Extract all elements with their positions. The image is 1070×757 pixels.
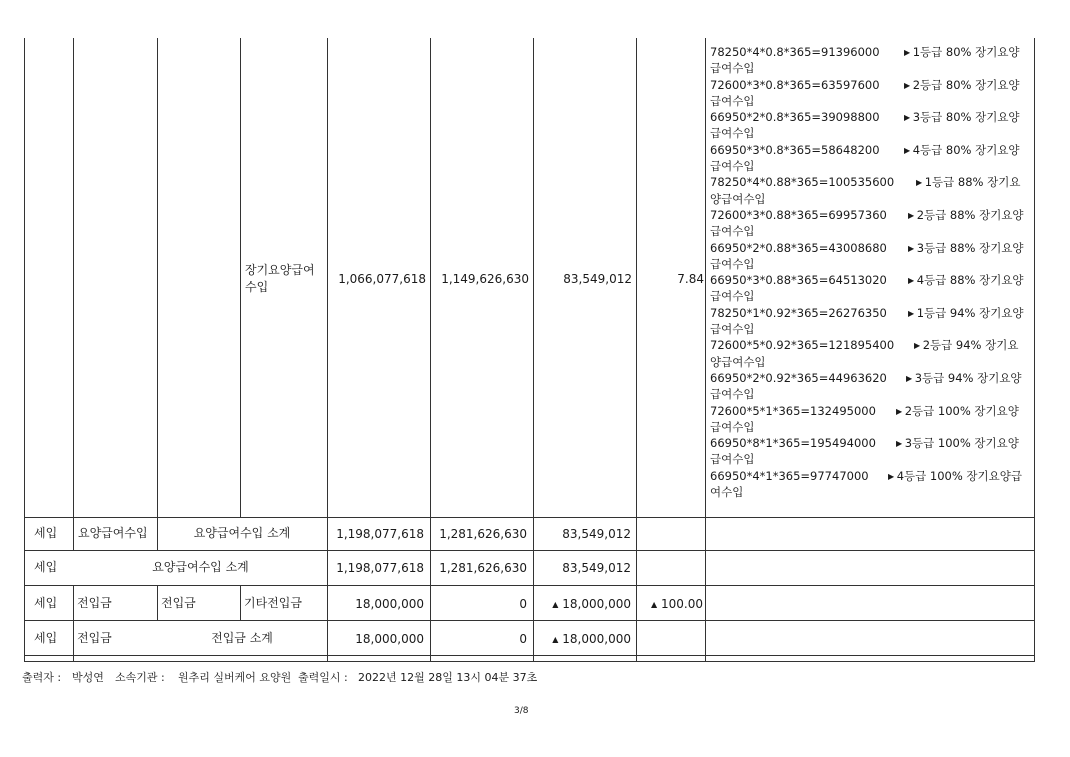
row-divider — [24, 620, 1035, 621]
amount-cell: 1,281,626,630 — [439, 561, 527, 575]
calc-description-text: 3등급 100% 장기요양 — [904, 436, 1019, 451]
triangle-right-icon: ▶ — [896, 406, 905, 416]
triangle-right-icon: ▶ — [906, 374, 915, 383]
col-divider — [24, 38, 25, 662]
triangle-right-icon: ▶ — [904, 113, 913, 123]
rate-cell — [637, 597, 703, 611]
triangle-right-icon: ▶ — [914, 341, 923, 351]
type-cell: 세입 — [34, 631, 58, 645]
calc-formula: 78250*4*0.88*365=100535600 — [710, 175, 895, 190]
category-cell: 전입금 — [77, 631, 112, 645]
calc-formula: 66950*2*0.92*365=44963620 — [710, 371, 887, 385]
col-divider — [157, 585, 158, 620]
calc-formula: 72600*5*0.92*365=121895400 — [710, 338, 895, 353]
calc-description — [904, 44, 1020, 61]
triangle-up-icon: ▲ — [552, 635, 559, 644]
calc-description-wrap: 양급여수입 — [710, 354, 766, 369]
amount-cell: 83,549,012 — [562, 561, 631, 575]
amount-cell — [534, 597, 631, 611]
calc-formula: 72600*3*0.8*365=63597600 — [710, 77, 880, 92]
calc-description-text: 3등급 88% 장기요양 — [916, 240, 1024, 255]
triangle-up-icon: ▲ — [552, 600, 559, 609]
subtotal-label: 전입금 소계 — [211, 631, 273, 645]
triangle-right-icon: ▶ — [908, 276, 917, 286]
amount-cell: 1,066,077,618 — [338, 272, 426, 286]
triangle-right-icon: ▶ — [916, 178, 925, 188]
row-divider — [24, 550, 1035, 551]
org-name: 원추리 실버케어 요양원 — [178, 671, 292, 684]
calc-description-text: 2등급 100% 장기요양 — [904, 403, 1019, 418]
triangle-up-icon: ▲ — [651, 600, 658, 609]
calc-description-text: 2등급 94% 장기요 — [922, 338, 1019, 353]
calc-description-wrap: 급여수입 — [710, 93, 755, 108]
calc-description — [908, 240, 1024, 257]
col-divider — [705, 38, 706, 662]
row-divider — [24, 585, 1035, 586]
decrease-value: 18,000,000 — [562, 632, 631, 646]
calc-formula: 66950*3*0.8*365=58648200 — [710, 142, 880, 157]
decrease-value: 18,000,000 — [562, 597, 631, 611]
calc-description-text: 4등급 88% 장기요양 — [916, 273, 1024, 288]
calc-formula: 72600*5*1*365=132495000 — [710, 403, 876, 418]
amount-cell: 1,149,626,630 — [441, 272, 529, 286]
col-divider — [240, 585, 241, 620]
print-time: 2022년 12월 28일 13시 04분 37초 — [358, 671, 538, 684]
calc-description — [904, 109, 1020, 126]
category-cell: 요양급여수입 — [78, 526, 148, 540]
calc-description-wrap: 급여수입 — [710, 61, 755, 76]
type-cell: 세입 — [34, 560, 58, 574]
col-divider — [73, 38, 74, 550]
calc-formula: 66950*4*1*365=97747000 — [710, 468, 869, 483]
amount-cell: 1,281,626,630 — [439, 527, 527, 541]
page-number: 3/8 — [514, 706, 529, 716]
calc-formula: 72600*3*0.88*365=69957360 — [710, 208, 887, 222]
rate-cell: 7.84 — [677, 272, 704, 286]
subcategory-cell: 전입금 — [161, 596, 196, 610]
calc-formula: 66950*2*0.8*365=39098800 — [710, 110, 880, 125]
calc-description-wrap: 급여수입 — [710, 256, 755, 271]
table-bottom — [24, 661, 1035, 662]
triangle-right-icon: ▶ — [904, 145, 913, 155]
calc-description-text: 1등급 80% 장기요양 — [912, 45, 1020, 59]
org-label: 소속기관 : — [115, 671, 165, 684]
calc-description-text: 4등급 100% 장기요양급 — [896, 468, 1022, 483]
triangle-right-icon: ▶ — [896, 439, 905, 449]
calc-description-wrap: 양급여수입 — [710, 191, 766, 206]
calc-description — [908, 272, 1024, 289]
calc-description-wrap: 급여수입 — [710, 159, 755, 174]
row-divider — [24, 655, 1035, 656]
category-cell: 전입금 — [77, 596, 112, 610]
subtotal-label: 요양급여수입 소계 — [152, 560, 249, 574]
amount-cell: 1,198,077,618 — [336, 527, 424, 541]
type-cell: 세입 — [34, 596, 58, 610]
calc-description-wrap: 여수입 — [710, 485, 744, 500]
amount-cell: 1,198,077,618 — [336, 561, 424, 575]
calc-description-text: 2등급 80% 장기요양 — [912, 77, 1020, 92]
calc-description-text: 3등급 80% 장기요양 — [912, 110, 1020, 125]
row-divider — [24, 517, 1035, 518]
calc-description-wrap: 급여수입 — [710, 419, 755, 434]
calc-description — [888, 468, 1022, 485]
calc-description — [904, 77, 1020, 94]
print-time-label: 출력일시 : — [298, 671, 348, 684]
calc-description-wrap: 급여수입 — [710, 289, 755, 304]
triangle-right-icon: ▶ — [908, 211, 917, 220]
calc-description-text: 4등급 80% 장기요양 — [912, 142, 1020, 157]
calc-description — [908, 207, 1024, 224]
calc-formula: 78250*1*0.92*365=26276350 — [710, 305, 887, 320]
item-cell: 기타전입금 — [244, 596, 302, 610]
calc-formula: 66950*2*0.88*365=43008680 — [710, 240, 887, 255]
amount-cell: 18,000,000 — [355, 597, 424, 611]
calc-formula: 66950*8*1*365=195494000 — [710, 436, 876, 451]
calc-description — [908, 305, 1024, 322]
calc-formula: 78250*4*0.8*365=91396000 — [710, 45, 880, 59]
calc-description-wrap: 급여수입 — [710, 387, 755, 402]
amount-cell: 83,549,012 — [563, 272, 632, 286]
calc-description-wrap: 급여수입 — [710, 224, 755, 239]
calc-description — [916, 174, 1020, 191]
calc-description — [914, 337, 1018, 354]
col-divider — [636, 38, 637, 662]
rate-value: 100.00 — [661, 597, 703, 611]
item-label: 장기요양급여수입 — [245, 263, 315, 294]
printer-name: 박성연 — [72, 671, 104, 684]
calc-description-text: 2등급 88% 장기요양 — [916, 208, 1024, 222]
calc-description — [896, 435, 1019, 452]
col-divider — [1034, 38, 1035, 662]
amount-cell: 0 — [519, 632, 527, 646]
triangle-right-icon: ▶ — [904, 48, 913, 57]
calc-description — [906, 370, 1022, 387]
calc-description-wrap: 급여수입 — [710, 126, 755, 141]
calc-description — [904, 142, 1020, 159]
calc-description-wrap: 급여수입 — [710, 322, 755, 337]
calc-description-wrap: 급여수입 — [710, 452, 755, 467]
triangle-right-icon: ▶ — [904, 80, 913, 90]
col-divider — [157, 38, 158, 550]
printer-label: 출력자 : — [22, 671, 62, 684]
col-divider — [73, 585, 74, 662]
triangle-right-icon: ▶ — [888, 471, 897, 481]
calc-description-text: 1등급 94% 장기요양 — [916, 305, 1024, 320]
amount-cell — [534, 632, 631, 646]
amount-cell: 0 — [519, 597, 527, 611]
amount-cell: 83,549,012 — [562, 527, 631, 541]
calc-description-text: 1등급 88% 장기요 — [924, 175, 1021, 190]
type-cell: 세입 — [34, 526, 58, 540]
calc-description-text: 3등급 94% 장기요양 — [914, 371, 1022, 385]
triangle-right-icon: ▶ — [908, 308, 917, 318]
amount-cell: 18,000,000 — [355, 632, 424, 646]
calc-formula: 66950*3*0.88*365=64513020 — [710, 273, 887, 288]
subtotal-label: 요양급여수입 소계 — [193, 526, 291, 540]
col-divider — [240, 38, 241, 518]
calc-description — [896, 403, 1019, 420]
triangle-right-icon: ▶ — [908, 243, 917, 253]
